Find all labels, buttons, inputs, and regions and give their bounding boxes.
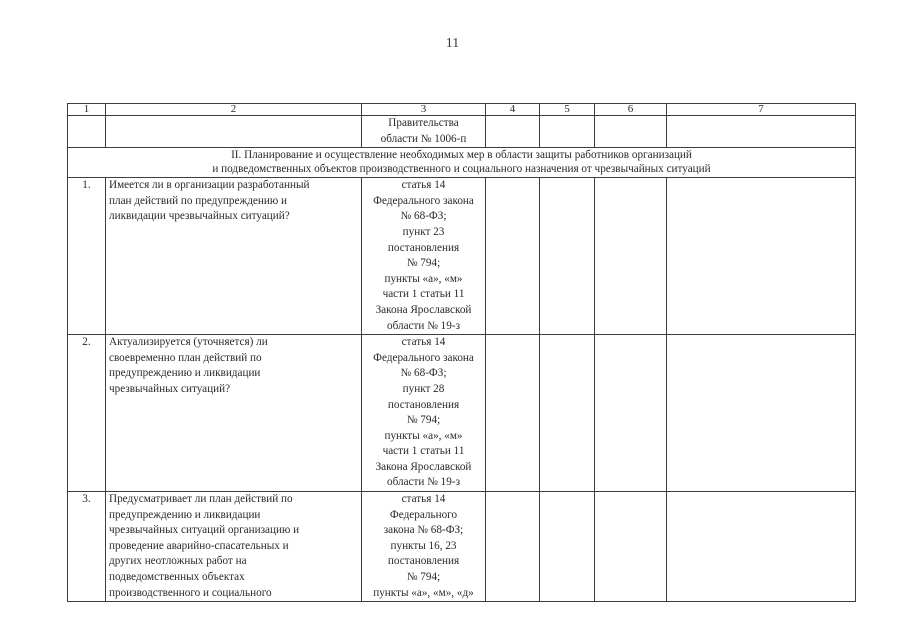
table-row [68, 492, 856, 602]
legal-reference-cell [362, 116, 486, 148]
reference-line: Федерального закона [373, 194, 474, 207]
question-cell [106, 492, 362, 602]
reference-line: пункты «а», «м», «д» [373, 586, 474, 599]
reference-line: области № 19-з [387, 319, 460, 332]
question-line: производственного и социального [109, 586, 272, 599]
reference-line: Федерального закона [373, 351, 474, 364]
row-number: 3. [68, 492, 106, 602]
empty-cell [68, 116, 106, 148]
question-line: чрезвычайных ситуаций? [109, 382, 231, 395]
empty-cell [667, 335, 856, 492]
reference-line: части 1 статьи 11 [382, 445, 465, 458]
row-number: 2. [68, 335, 106, 492]
question-line: Имеется ли в организации разработанный [109, 179, 310, 192]
column-number: 1 [68, 104, 106, 116]
inspection-checklist-table [67, 103, 856, 602]
question-line: предупреждению и ликвидации [109, 367, 261, 380]
table-row [68, 335, 856, 492]
table-row [68, 178, 856, 335]
reference-line: пункт 28 [402, 382, 445, 395]
reference-line: постановления [387, 398, 460, 411]
legal-reference-cell [362, 335, 486, 492]
legal-reference-cell [362, 178, 486, 335]
section-heading [68, 148, 856, 178]
continuation-row [68, 116, 856, 148]
section-heading-line: и подведомственных объектов производственного и социального назначения от чрезвычайных ситуаций [212, 163, 711, 176]
empty-cell [486, 492, 540, 602]
reference-line: части 1 статьи 11 [382, 288, 465, 301]
reference-line: пункт 23 [402, 225, 445, 238]
reference-line: № 68-ФЗ; [400, 367, 447, 380]
question-line: Актуализируется (уточняется) ли [109, 336, 268, 349]
question-line: Предусматривает ли план действий по [109, 493, 293, 506]
question-line: других неотложных работ на [109, 555, 247, 568]
reference-line: пункты «а», «м» [384, 272, 463, 285]
question-cell [106, 335, 362, 492]
reference-line: № 794; [406, 414, 441, 427]
empty-cell [486, 116, 540, 148]
column-number: 6 [595, 104, 667, 116]
column-number: 5 [540, 104, 595, 116]
question-line: план действий по предупреждению и [109, 194, 287, 207]
empty-cell [540, 116, 595, 148]
reference-line: пункты 16, 23 [390, 539, 457, 552]
reference-line: Федерального [389, 508, 458, 521]
question-line: проведение аварийно-спасательных и [109, 539, 289, 552]
legal-reference-cell [362, 492, 486, 602]
column-number-header-row [68, 104, 856, 116]
reference-line: Закона Ярославской [375, 303, 472, 316]
empty-cell [486, 178, 540, 335]
question-line: предупреждению и ликвидации [109, 508, 261, 521]
reference-line: статья 14 [401, 179, 446, 192]
column-number: 7 [667, 104, 856, 116]
empty-cell [667, 116, 856, 148]
reference-line: постановления [387, 555, 460, 568]
question-line: своевременно план действий по [109, 351, 262, 364]
reference-line: статья 14 [401, 336, 446, 349]
reference-line: области № 1006-п [380, 132, 467, 145]
reference-line: № 794; [406, 571, 441, 584]
empty-cell [667, 492, 856, 602]
row-number: 1. [68, 178, 106, 335]
reference-line: постановления [387, 241, 460, 254]
empty-cell [595, 335, 667, 492]
empty-cell [106, 116, 362, 148]
empty-cell [540, 492, 595, 602]
question-cell [106, 178, 362, 335]
question-line: подведомственных объектах [109, 571, 245, 584]
section-heading-line: II. Планирование и осуществление необходимых мер в области защиты работников организаций [231, 149, 692, 162]
reference-line: № 794; [406, 257, 441, 270]
reference-line: области № 19-з [387, 476, 460, 489]
empty-cell [667, 178, 856, 335]
reference-line: Правительства [388, 117, 459, 129]
empty-cell [595, 178, 667, 335]
reference-line: статья 14 [401, 493, 446, 506]
reference-line: закона № 68-ФЗ; [383, 524, 464, 537]
empty-cell [486, 335, 540, 492]
column-number: 2 [106, 104, 362, 116]
empty-cell [540, 178, 595, 335]
empty-cell [595, 116, 667, 148]
column-number: 3 [362, 104, 486, 116]
page-number: 11 [445, 36, 460, 51]
reference-line: пункты «а», «м» [384, 429, 463, 442]
question-line: чрезвычайных ситуаций организацию и [109, 524, 300, 537]
empty-cell [595, 492, 667, 602]
question-line: ликвидации чрезвычайных ситуаций? [109, 210, 290, 223]
reference-line: № 68-ФЗ; [400, 210, 447, 223]
empty-cell [540, 335, 595, 492]
reference-line: Закона Ярославской [375, 460, 472, 473]
column-number: 4 [486, 104, 540, 116]
section-heading-row [68, 148, 856, 178]
